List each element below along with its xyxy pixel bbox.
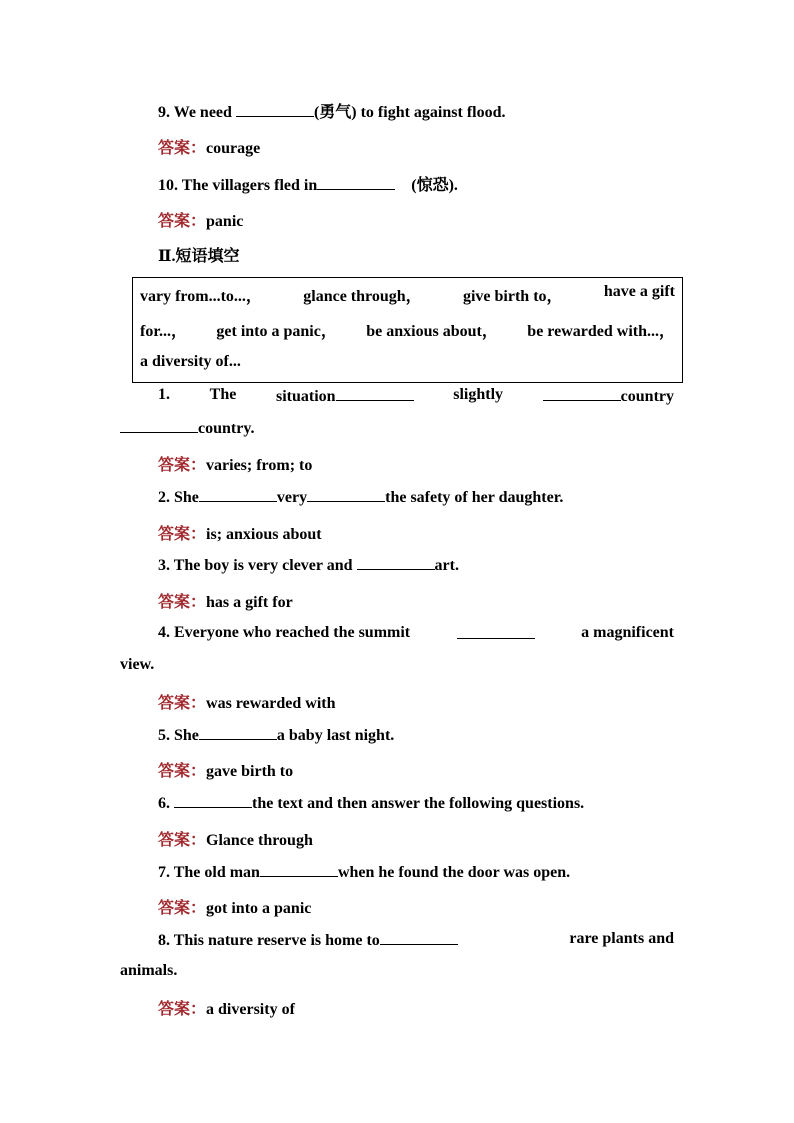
question-1: 1. The situation slightly country — [158, 386, 674, 405]
question-4: 4. Everyone who reached the summit a magnificent — [158, 624, 674, 641]
phrase-row-1: vary from...to...， glance through， give birth to， have a gift — [140, 283, 675, 305]
blank — [199, 487, 277, 502]
question-8: 8. This nature reserve is home to rare plants and — [158, 930, 674, 949]
answer-10: 答案：panic — [158, 213, 244, 230]
phrase-row-3: a diversity of... — [140, 353, 241, 370]
question-8-cont: animals. — [120, 962, 178, 979]
blank — [380, 930, 458, 945]
question-1-cont: country. — [120, 418, 254, 438]
question-9: 9. We need (勇气) to fight against flood. — [158, 104, 506, 121]
answer-9: 答案：courage — [158, 140, 261, 157]
blank — [199, 725, 277, 740]
phrase-box — [132, 277, 683, 383]
section-title: Ⅱ.短语填空 — [158, 248, 240, 265]
blank — [307, 487, 385, 502]
blank — [260, 862, 338, 877]
question-2: 2. She very the safety of her daughter. — [158, 489, 564, 506]
answer-4: 答案：was rewarded with — [158, 695, 336, 712]
answer-7: 答案：got into a panic — [158, 900, 312, 917]
blank — [120, 418, 198, 433]
question-6: 6. the text and then answer the following questions. — [158, 795, 585, 812]
answer-3: 答案：has a gift for — [158, 594, 293, 611]
question-10: 10. The villagers fled in (惊恐). — [158, 177, 458, 194]
blank — [317, 175, 395, 190]
blank — [336, 386, 414, 401]
answer-2: 答案：is; anxious about — [158, 526, 322, 543]
blank — [543, 386, 621, 401]
blank — [174, 793, 252, 808]
question-3: 3. The boy is very clever and art. — [158, 557, 459, 574]
question-5: 5. She a baby last night. — [158, 727, 395, 744]
question-7: 7. The old man when he found the door was open. — [158, 864, 571, 881]
blank — [357, 555, 435, 570]
blank — [236, 102, 314, 117]
question-4-cont: view. — [120, 656, 155, 673]
answer-6: 答案：Glance through — [158, 832, 313, 849]
answer-8: 答案：a diversity of — [158, 1001, 295, 1018]
phrase-row-2: for...， get into a panic， be anxious about， be rewarded with...， — [140, 323, 675, 340]
answer-5: 答案：gave birth to — [158, 763, 294, 780]
answer-1: 答案：varies; from; to — [158, 457, 313, 474]
blank — [457, 624, 535, 639]
